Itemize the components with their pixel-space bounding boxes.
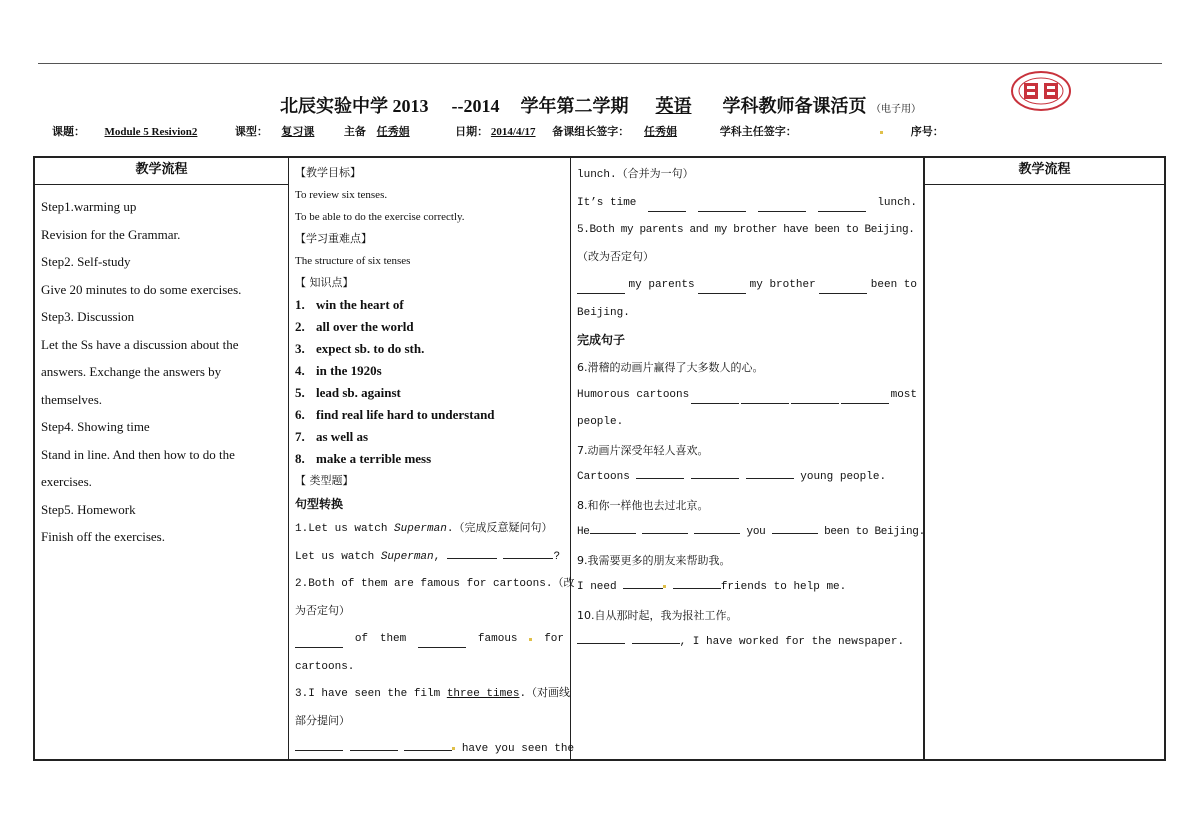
process-line: answers. Exchange the answers by <box>41 364 222 379</box>
year-to: --2014 <box>451 96 500 116</box>
doc-note: （电子用） <box>871 104 921 115</box>
question-8: 8.和你一样他也去过北京。 <box>577 498 709 512</box>
answer-8: He you been to Beijing. <box>577 526 925 538</box>
question-6: 6.滑稽的动画片赢得了大多数人的心。 <box>577 361 764 374</box>
seq-label: 序号： <box>910 126 944 138</box>
process-line: Step1.warming up <box>41 199 137 214</box>
top-rule <box>38 63 1162 64</box>
goal-line: To review six tenses. <box>295 189 388 201</box>
page-title <box>280 92 921 118</box>
process-line: Let the Ss have a discussion about the <box>41 336 239 352</box>
answer-4: It’s time lunch. <box>577 190 917 218</box>
knowledge-header: 【 知识点】 <box>295 276 354 289</box>
process-line: Finish off the exercises. <box>41 529 165 544</box>
topic-label: 课题： <box>52 126 85 138</box>
answer-3: have you seen the <box>295 736 564 764</box>
section-title-2: 完成句子 <box>577 333 626 347</box>
knowledge-point: 1. win the heart of <box>295 297 404 312</box>
answer-2-end: cartoons. <box>295 660 355 673</box>
answer-6: Humorous cartoons most <box>577 382 917 410</box>
answer-7: Cartoons young people. <box>577 471 887 483</box>
lesson-meta <box>52 123 1172 139</box>
process-line: Step4. Showing time <box>41 419 150 434</box>
process-line: Give 20 minutes to do some exercises. <box>41 281 242 297</box>
question-2: 2.Both of them are famous for cartoons.（改 <box>295 578 575 590</box>
answer-2: of them famous for <box>295 626 564 654</box>
answer-5: my parents my brother been to <box>577 272 917 300</box>
year-from: 2013 <box>392 96 429 116</box>
process-header-2: 教学流程 <box>925 158 1164 185</box>
type-header: 【 类型题】 <box>295 474 354 487</box>
goal-line: To be able to do the exercise correctly. <box>295 211 465 223</box>
knowledge-point: 6. find real life hard to understand <box>295 407 495 422</box>
answer-9: I need friends to help me. <box>577 581 847 593</box>
process-line: Step2. Self-study <box>41 254 131 269</box>
school-name: 北辰实验中学 <box>280 96 388 116</box>
answer-6-end: people. <box>577 416 624 428</box>
date-label: 日期： <box>455 126 489 138</box>
process-line: Revision for the Grammar. <box>41 226 181 242</box>
knowledge-point: 5. lead sb. against <box>295 385 401 400</box>
exercise-line: lunch.（合并为一句） <box>577 169 694 181</box>
question-5: 5.Both my parents and my brother have been to Beijing. <box>577 224 915 236</box>
school-seal-icon <box>1010 70 1072 112</box>
focus-header: 【学习重难点】 <box>295 232 372 245</box>
content-column <box>289 158 575 759</box>
process-column <box>35 158 289 759</box>
lead-value: 任秀娟 <box>376 126 410 138</box>
process-line: themselves. <box>41 391 103 407</box>
answer-5-end: Beijing. <box>577 306 630 319</box>
knowledge-point: 4. in the 1920s <box>295 363 382 378</box>
question-2-note: 为否定句） <box>295 605 350 618</box>
question-9: 9.我需要更多的朋友来帮助我。 <box>577 553 731 567</box>
knowledge-point: 3. expect sb. to do sth. <box>295 341 425 356</box>
type-label: 课型： <box>234 126 268 138</box>
lesson-table <box>33 156 1166 761</box>
focus-line: The structure of six tenses <box>295 255 411 267</box>
lead-label: 主备 <box>343 126 366 138</box>
goal-header: 【教学目标】 <box>295 166 361 179</box>
answer-10: , I have worked for the newspaper. <box>577 629 917 657</box>
group-label: 备课组长签字： <box>552 126 630 138</box>
exercise-column <box>571 158 925 759</box>
answer-1: Let us watch Superman, ? <box>295 550 561 563</box>
date-value: 2014/4/17 <box>490 126 536 138</box>
question-3-note: 部分提问） <box>295 715 350 728</box>
topic-value: Module 5 Resivion2 <box>104 126 198 138</box>
type-value: 复习课 <box>281 126 315 138</box>
knowledge-point: 7. as well as <box>295 429 368 444</box>
process-line: exercises. <box>41 474 92 489</box>
semester: 学年第二学期 <box>520 96 629 116</box>
question-10: 10.自从那时起，我为报社工作。 <box>577 608 738 622</box>
question-5-note: （改为否定句） <box>577 251 654 264</box>
process-steps <box>35 185 288 551</box>
section-title: 句型转换 <box>295 497 344 511</box>
process-line: Stand in line. And then how to do the <box>41 446 235 462</box>
knowledge-point: 8. make a terrible mess <box>295 451 432 466</box>
director-label: 学科主任签字： <box>719 126 797 138</box>
subject: 英语 <box>655 96 692 116</box>
process-header: 教学流程 <box>35 158 288 185</box>
group-value: 任秀娟 <box>644 126 678 138</box>
knowledge-point: 2. all over the world <box>295 319 414 334</box>
doc-title: 学科教师备课活页 <box>722 96 867 116</box>
question-3: 3.I have seen the film three times.（对画线 <box>295 688 571 700</box>
process-column-2 <box>925 158 1164 759</box>
question-1: 1.Let us watch Superman.（完成反意疑问句） <box>295 523 553 535</box>
process-line: Step3. Discussion <box>41 309 135 324</box>
process-line: Step5. Homework <box>41 501 136 517</box>
question-7: 7.动画片深受年轻人喜欢。 <box>577 443 709 457</box>
